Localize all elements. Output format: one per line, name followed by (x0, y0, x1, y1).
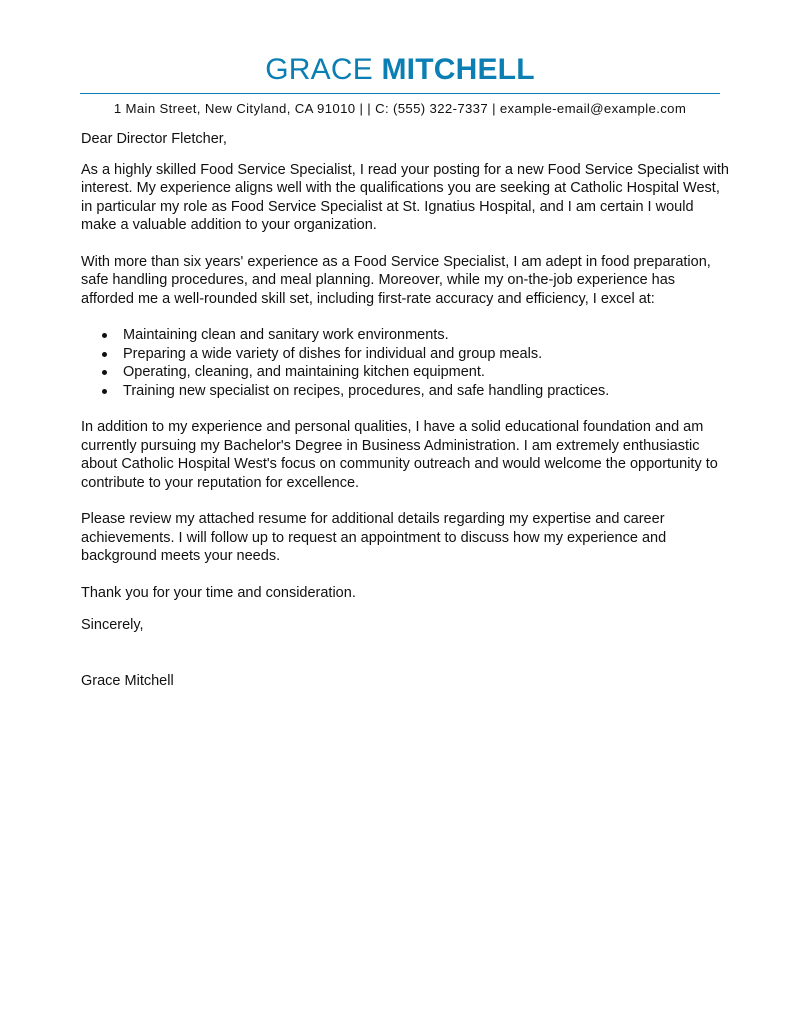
contact-line: 1 Main Street, New Cityland, CA 91010 | | C: (555) 322-7337 | example-email@example.com (113, 101, 687, 116)
skills-list-item (81, 326, 731, 345)
closing: Sincerely, (81, 617, 144, 633)
bullet-icon (102, 370, 107, 375)
thanks-line: Thank you for your time and consideration. (81, 584, 356, 601)
paragraph-intro: As a highly skilled Food Service Specialist, I read your posting for a new Food Service Specialist with interest. My experience aligns well with the qualifications you are seeking at Catholic Hospital West, in particular my role as Food Service Specialist at St. Ignatius Hospital, and I am certain I would make a valuable addition to your organization. (81, 161, 729, 233)
paragraph-experience: With more than six years' experience as a Food Service Specialist, I am adept in food preparation, safe handling procedures, and meal planning. Moreover, while my on-the-job experience has afforded me a well-rounded skill set, including first-rate accuracy and efficiency, I excel at: (81, 253, 711, 307)
signature-name: Grace Mitchell (81, 672, 174, 689)
bullet-icon (102, 389, 107, 394)
skill-text: Training new specialist on recipes, procedures, and safe handling practices. (123, 382, 610, 399)
skill-text: Maintaining clean and sanitary work environments. (123, 327, 449, 343)
skills-list (81, 326, 731, 400)
skills-list-item (81, 382, 731, 401)
paragraph-education: In addition to my experience and personal qualities, I have a solid educational foundation and am currently pursuing my Bachelor's Degree in Business Administration. I am extremely enthusiastic about Catholic Hospital West's focus on community outreach and would welcome the opportunity to contribute to your reputation for excellence. (81, 419, 718, 491)
skills-list-item (81, 345, 731, 364)
first-name: GRACE (265, 53, 373, 86)
bullet-icon (102, 352, 107, 357)
skill-text: Preparing a wide variety of dishes for individual and group meals. (123, 345, 543, 362)
letter-body (81, 130, 731, 690)
skills-list-item (81, 363, 731, 382)
skill-text: Operating, cleaning, and maintaining kitchen equipment. (123, 364, 485, 380)
paragraph-follow-up: Please review my attached resume for additional details regarding my expertise and career achievements. I will follow up to request an appointment to discuss how my experience and background meets your needs. (81, 511, 667, 564)
salutation: Dear Director Fletcher, (81, 131, 227, 147)
header-divider (80, 93, 720, 94)
last-name: MITCHELL (381, 53, 535, 86)
bullet-icon (102, 333, 107, 338)
applicant-name (0, 52, 800, 88)
